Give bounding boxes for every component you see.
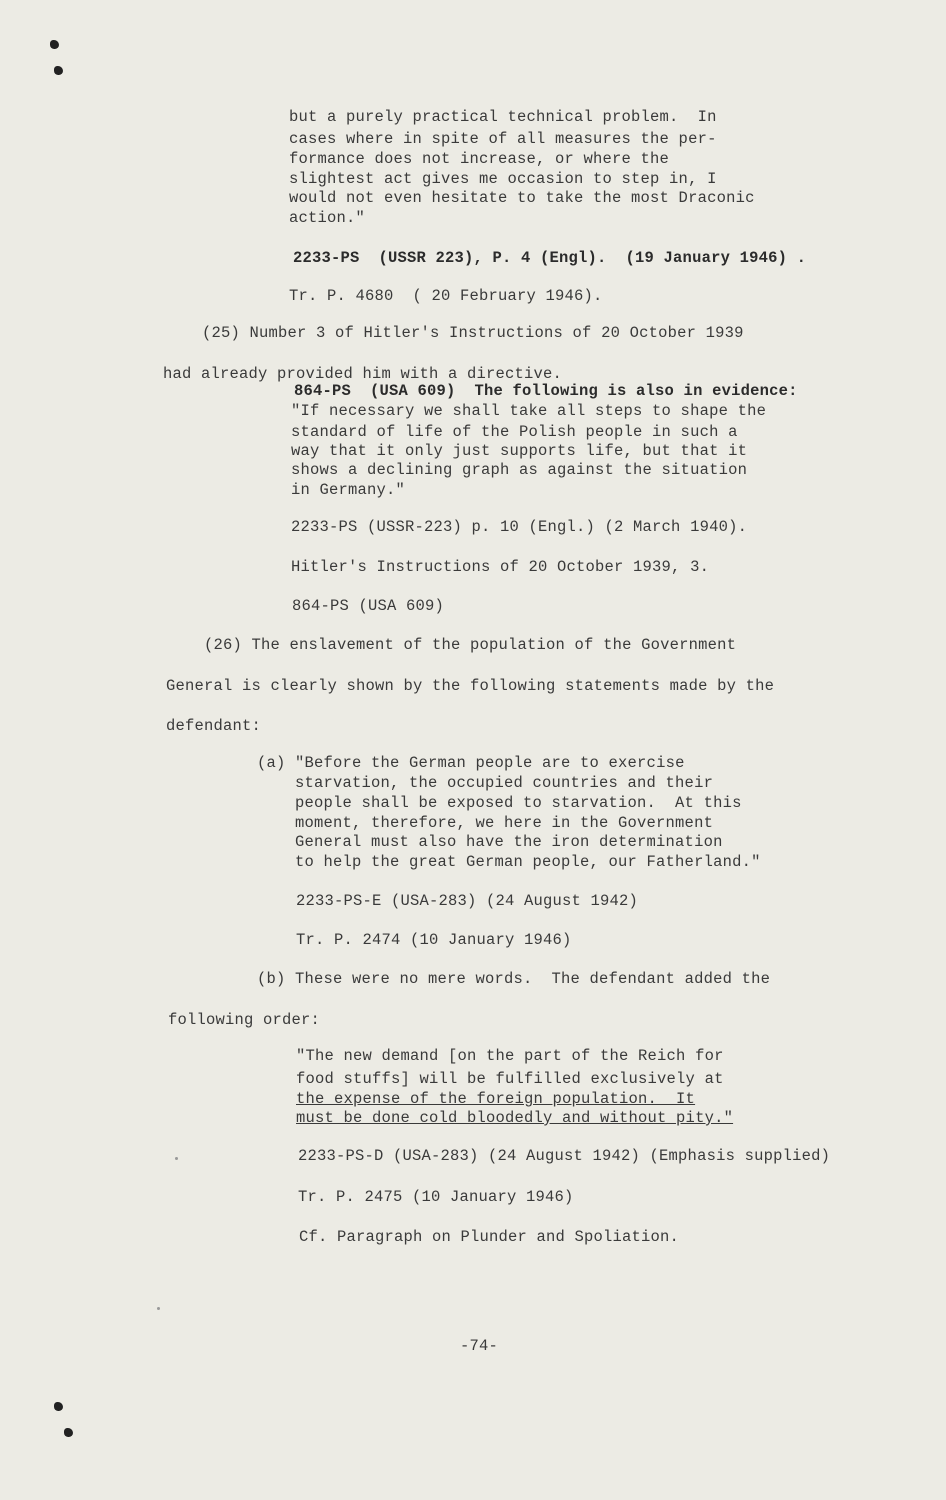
para26-line-2: General is clearly shown by the following statements made by the [166,677,775,695]
quote2-line-4: shows a declining graph as against the situation [291,461,748,479]
binder-hole-top-2 [54,66,63,75]
quote1-line-5: would not even hesitate to take the most Draconic [289,189,755,207]
para25-line-1: (25) Number 3 of Hitler's Instructions of 20 October 1939 [202,324,744,342]
quote2-line-1: "If necessary we shall take all steps to shape the [291,402,767,420]
item-a-line-6: to help the great German people, our Fatherland." [295,853,761,871]
quote2-line-5: in Germany." [291,481,406,499]
citation-8: 2233-PS-D (USA-283) (24 August 1942) (Emphasis supplied) [298,1147,831,1165]
item-a-line-4: moment, therefore, we here in the Government [295,814,714,832]
citation-4: Hitler's Instructions of 20 October 1939, 3. [291,558,710,576]
citation-10: Cf. Paragraph on Plunder and Spoliation. [299,1228,680,1246]
quote1-line-2: cases where in spite of all measures the per- [289,130,717,148]
item-b-line-2: following order: [168,1011,321,1029]
quote3-line-1: "The new demand [on the part of the Reich for [296,1047,724,1065]
page-number: -74- [460,1337,499,1355]
quote1-line-1: but a purely practical technical problem. In [289,108,717,126]
quote3-line-2: food stuffs] will be fulfilled exclusively at [296,1070,724,1088]
binder-hole-bottom-2 [64,1428,73,1437]
binder-hole-bottom-1 [54,1402,63,1411]
citation-6: 2233-PS-E (USA-283) (24 August 1942) [296,892,639,910]
item-b-line-1: (b) These were no mere words. The defendant added the [257,970,771,988]
quote2-line-3: way that it only just supports life, but that it [291,442,748,460]
quote1-line-3: formance does not increase, or where the [289,150,670,168]
paper-speck [157,1307,160,1310]
item-a-line-2: starvation, the occupied countries and their [295,774,714,792]
item-a-line-3: people shall be exposed to starvation. At this [295,794,742,812]
citation-1: 2233-PS (USSR 223), P. 4 (Engl). (19 January 1946) . [293,249,807,267]
citation-5: 864-PS (USA 609) [292,597,445,615]
para25-line-2: had already provided him with a directive. [163,365,563,383]
paper-speck [175,1157,178,1160]
citation-9: Tr. P. 2475 (10 January 1946) [298,1188,574,1206]
citation-3: 2233-PS (USSR-223) p. 10 (Engl.) (2 March 1940). [291,518,748,536]
quote3-line-4: must be done cold bloodedly and without pity." [296,1109,734,1127]
quote1-line-4: slightest act gives me occasion to step in, I [289,170,717,188]
quote2-line-2: standard of life of the Polish people in such a [291,423,738,441]
binder-hole-top-1 [50,40,59,49]
para26-line-1: (26) The enslavement of the population of the Government [204,636,737,654]
item-a-line-1: (a) "Before the German people are to exercise [257,754,685,772]
citation-7: Tr. P. 2474 (10 January 1946) [296,931,572,949]
quote1-line-6: action." [289,209,366,227]
citation-2: Tr. P. 4680 ( 20 February 1946). [289,287,603,305]
item-a-line-5: General must also have the iron determination [295,833,723,851]
quote3-line-3: the expense of the foreign population. It [296,1090,696,1108]
evidence-intro: 864-PS (USA 609) The following is also in evidence: [294,382,798,400]
para26-line-3: defendant: [166,717,262,735]
